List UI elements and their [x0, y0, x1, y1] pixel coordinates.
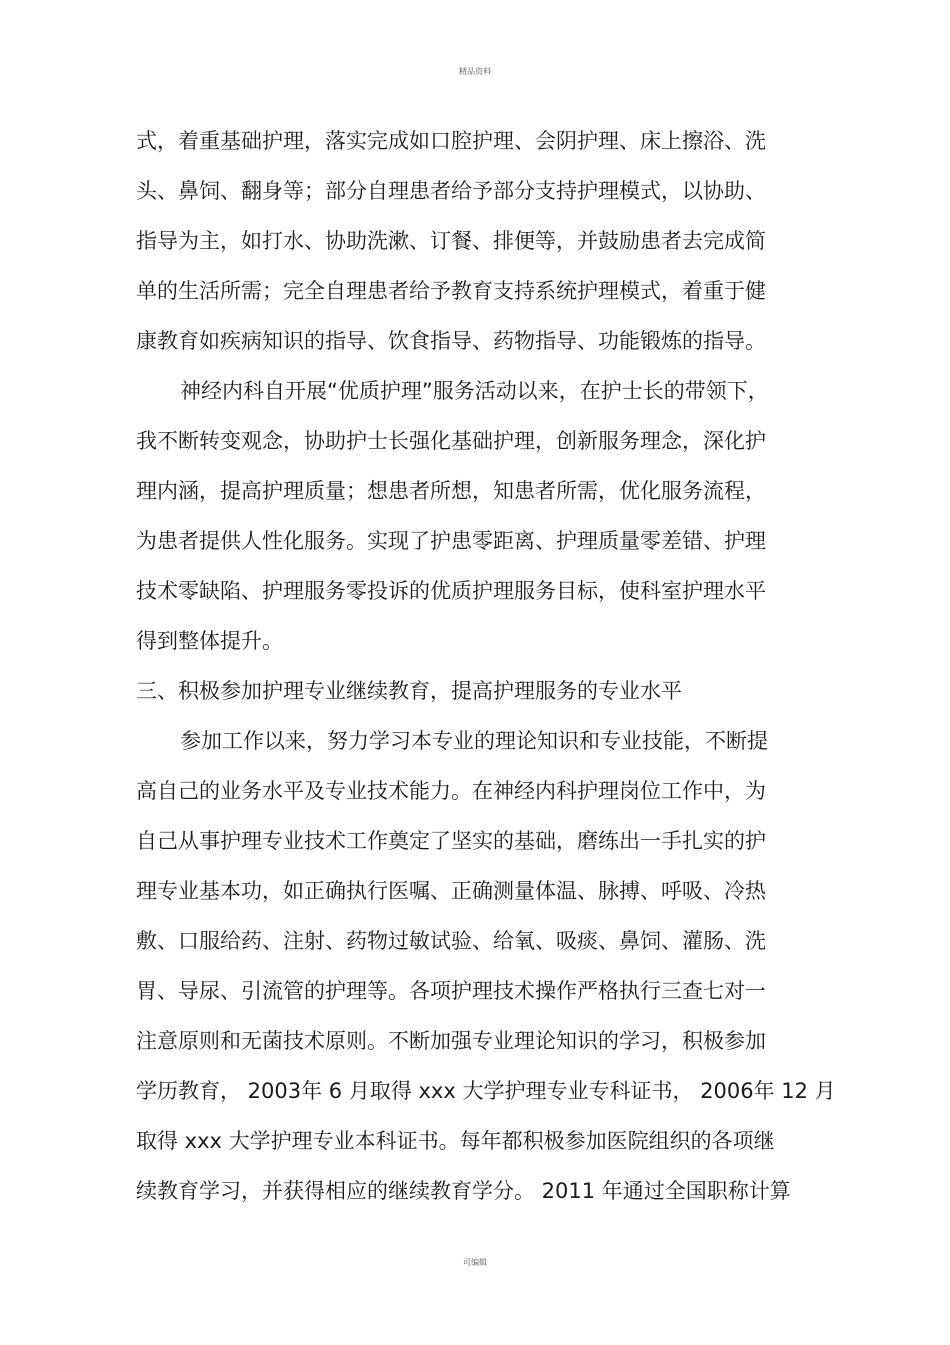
- text-line: 自己从事护理专业技术工作奠定了坚实的基础，磨练出一手扎实的护: [136, 829, 766, 853]
- text-line: 胃、导尿、引流管的护理等。各项护理技术操作严格执行三查七对一: [136, 979, 766, 1003]
- paragraph-start-line: 参加工作以来，努力学习本专业的理论知识和专业技能，不断提: [180, 729, 768, 753]
- page-header-note: 精品资料: [459, 67, 491, 76]
- text-line: 理专业基本功，如正确执行医嘱、正确测量体温、脉搏、呼吸、冷热: [136, 879, 766, 903]
- text-line: 得到整体提升。: [136, 629, 283, 653]
- text-line: 续教育学习，并获得相应的继续教育学分。 2011 年通过全国职称计算: [136, 1179, 791, 1203]
- text-line: 技术零缺陷、护理服务零投诉的优质护理服务目标，使科室护理水平: [136, 579, 766, 603]
- text-line: 为患者提供人性化服务。实现了护患零距离、护理质量零差错、护理: [136, 529, 766, 553]
- text-line: 理内涵，提高护理质量；想患者所想，知患者所需，优化服务流程，: [136, 479, 766, 503]
- paragraph-start-line: 神经内科自开展“优质护理”服务活动以来，在护士长的带领下，: [180, 379, 769, 403]
- text-line: 康教育如疾病知识的指导、饮食指导、药物指导、功能锻炼的指导。: [136, 329, 766, 353]
- text-line: 学历教育， 2003年 6 月取得 xxx 大学护理专业专科证书， 2006年 12 月: [136, 1079, 836, 1103]
- text-line: 高自己的业务水平及专业技术能力。在神经内科护理岗位工作中，为: [136, 779, 766, 803]
- page-footer-note: 可编辑: [463, 1258, 487, 1267]
- text-line: 敷、口服给药、注射、药物过敏试验、给氧、吸痰、鼻饲、灌肠、洗: [136, 929, 766, 953]
- section-heading: 三、积极参加护理专业继续教育，提高护理服务的专业水平: [136, 679, 682, 703]
- text-line: 取得 xxx 大学护理专业本科证书。每年都积极参加医院组织的各项继: [136, 1129, 775, 1153]
- text-line: 单的生活所需；完全自理患者给予教育支持系统护理模式，着重于健: [136, 279, 766, 303]
- text-line: 头、鼻饲、翻身等；部分自理患者给予部分支持护理模式，以协助、: [136, 179, 766, 203]
- text-line: 我不断转变观念，协助护士长强化基础护理，创新服务理念，深化护: [136, 429, 766, 453]
- text-line: 指导为主，如打水、协助洗漱、订餐、排便等，并鼓励患者去完成简: [136, 229, 766, 253]
- text-line: 式，着重基础护理，落实完成如口腔护理、会阴护理、床上擦浴、洗: [136, 129, 766, 153]
- text-line: 注意原则和无菌技术原则。不断加强专业理论知识的学习，积极参加: [136, 1029, 766, 1053]
- document-body: [136, 122, 836, 1222]
